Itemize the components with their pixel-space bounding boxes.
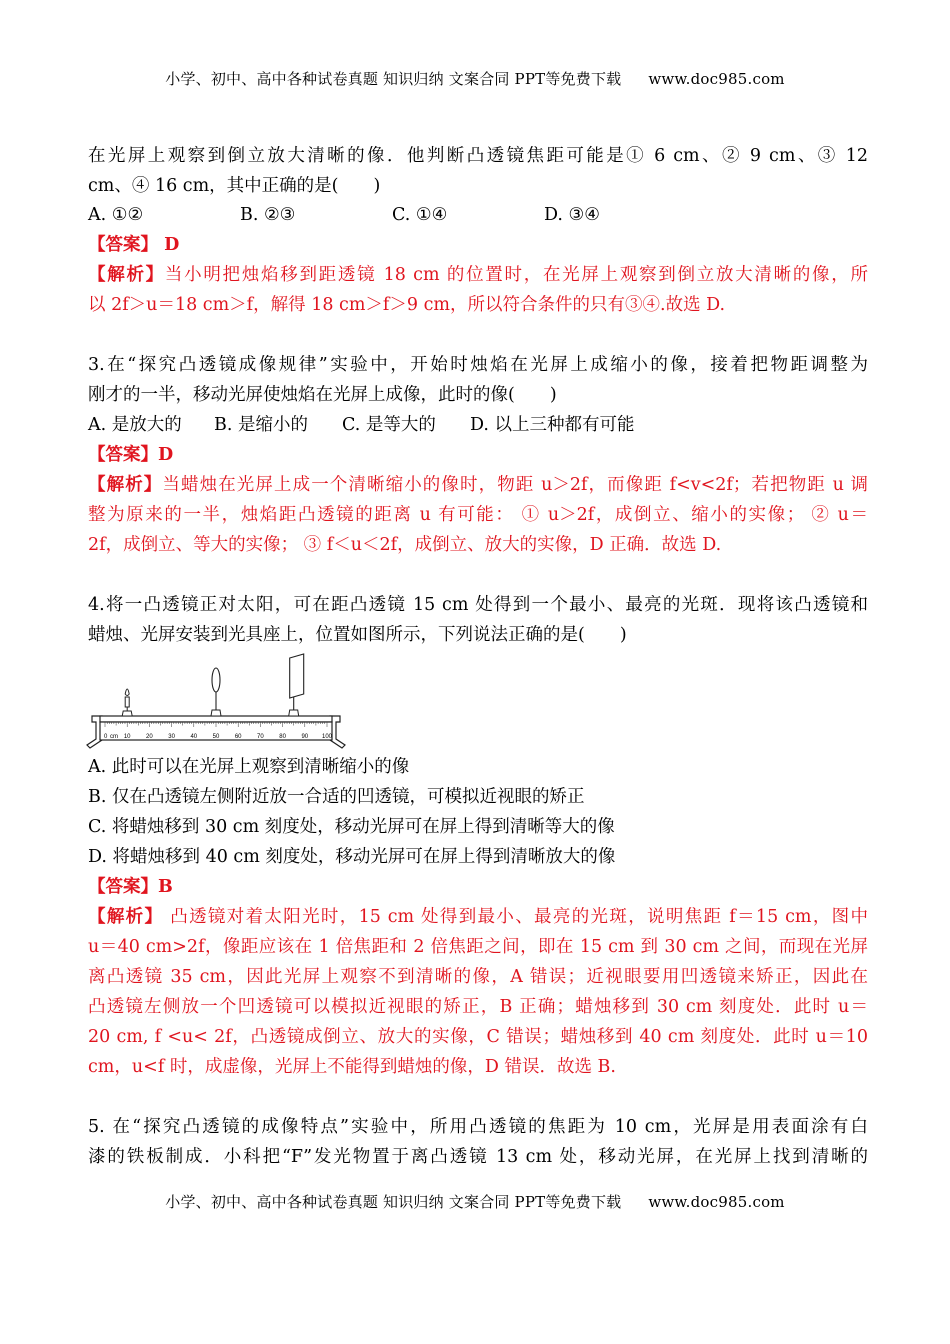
screen-holder: [289, 710, 299, 716]
q3-option-a: A. 是放大的: [88, 415, 182, 435]
q3-analysis-3: 2f，成倒立、等大的实像； ③ f＜u＜2f，成倒立、放大的实像，D 正确．故选 D.: [88, 535, 722, 555]
ruler-tick-label: 30: [168, 734, 175, 740]
header-url[interactable]: www.doc985.com: [648, 70, 785, 88]
candle-body: [125, 697, 129, 707]
analysis-text: 当蜡烛在光屏上成一个清晰缩小的像时，物距 u＞2f，而像距 f<v<2f；若把物距 u 调: [162, 475, 869, 495]
q3-analysis-1: [88, 470, 868, 500]
q4-line-2: 蜡烛、光屏安装到光具座上，位置如图所示，下列说法正确的是( ): [88, 625, 627, 645]
q2-options: [88, 200, 868, 230]
ruler-tick-label: 60: [234, 734, 242, 740]
screen-panel: [290, 654, 304, 698]
q3-answer: [88, 440, 868, 470]
candle: [122, 689, 132, 716]
candle-holder: [122, 711, 132, 716]
answer-tag: 【答案】: [88, 877, 158, 897]
q4-option-d: D. 将蜡烛移到 40 cm 刻度处，移动光屏可在屏上得到清晰放大的像: [88, 847, 616, 867]
ruler-tick-label: 100: [321, 734, 333, 740]
q4-analysis-4: 凸透镜左侧放一个凹透镜可以模拟近视眼的矫正，B 正确；蜡烛移到 30 cm 刻度处．此时 u＝: [88, 997, 868, 1017]
q2-analysis-1: [88, 260, 868, 290]
analysis-text: 当小明把烛焰移到距透镜 18 cm 的位置时，在光屏上观察到倒立放大清晰的像，所: [164, 265, 868, 285]
q4-analysis-2: u＝40 cm>2f，像距应该在 1 倍焦距和 2 倍焦距之间，即在 15 cm 到 30 cm 之间，而现在光屏: [88, 937, 868, 957]
q3-line-1: 3.在“探究凸透镜成像规律”实验中，开始时烛焰在光屏上成缩小的像，接着把物距调整为: [88, 355, 868, 375]
light-screen: [289, 654, 304, 716]
ruler-tick-label: 90: [301, 734, 309, 740]
footer-url[interactable]: www.doc985.com: [648, 1193, 785, 1211]
convex-lens: [211, 668, 221, 716]
q4-option-a: A. 此时可以在光屏上观察到清晰缩小的像: [88, 757, 410, 777]
optical-bench-figure: [86, 650, 346, 750]
answer-value: D: [158, 235, 180, 255]
ruler-tick-label: 20: [146, 734, 153, 740]
ruler-unit: cm: [110, 734, 118, 740]
lens-body: [212, 668, 220, 692]
ruler-tick-label: 80: [279, 734, 286, 740]
q3-option-b: B. 是缩小的: [214, 415, 308, 435]
answer-tag: 【答案】: [88, 235, 158, 255]
ruler-tick-label: 0: [104, 734, 108, 740]
analysis-text: 凸透镜对着太阳光时，15 cm 处得到最小、最亮的光斑，说明焦距 f＝15 cm，图中: [163, 907, 868, 927]
q3-line-2: 刚才的一半，移动光屏使烛焰在光屏上成像，此时的像( ): [88, 385, 557, 405]
q3-analysis-2: 整为原来的一半，烛焰距凸透镜的距离 u 有可能： ① u＞2f，成倒立、缩小的实像； ② u＝: [88, 505, 868, 525]
q2-analysis-2: 以 2f＞u＝18 cm＞f，解得 18 cm＞f＞9 cm，所以符合条件的只有③④.故选 D.: [88, 295, 726, 315]
q4-analysis-5: 20 cm, f <u< 2f，凸透镜成倒立、放大的实像，C 错误；蜡烛移到 40 cm 刻度处．此时 u＝10: [88, 1027, 868, 1047]
q4-option-c: C. 将蜡烛移到 30 cm 刻度处，移动光屏可在屏上得到清晰等大的像: [88, 817, 615, 837]
q2-option-d: D. ③④: [544, 205, 600, 225]
q2-answer: [88, 230, 868, 260]
analysis-tag: 【解析】: [88, 907, 164, 927]
lens-holder: [211, 710, 221, 716]
q4-line-1: 4.将一凸透镜正对太阳，可在距凸透镜 15 cm 处得到一个最小、最亮的光斑．现将该凸透镜和: [88, 595, 868, 615]
answer-value: D: [158, 445, 174, 465]
answer-value: B: [158, 877, 173, 897]
analysis-tag: 【解析】: [88, 475, 163, 495]
q4-analysis-6: cm，u<f 时，成虚像，光屏上不能得到蜡烛的像，D 错误．故选 B.: [88, 1057, 616, 1077]
q3-option-c: C. 是等大的: [342, 415, 436, 435]
q4-option-b: B. 仅在凸透镜左侧附近放一合适的凹透镜，可模拟近视眼的矫正: [88, 787, 585, 807]
answer-tag: 【答案】: [88, 445, 158, 465]
footer-text: 小学、初中、高中各种试卷真题 知识归纳 文案合同 PPT等免费下载: [165, 1193, 622, 1211]
ruler-tick-label: 40: [190, 734, 198, 740]
candle-flame: [125, 689, 129, 696]
q3-option-d: D. 以上三种都有可能: [470, 415, 635, 435]
header-text: 小学、初中、高中各种试卷真题 知识归纳 文案合同 PPT等免费下载: [165, 70, 622, 88]
q4-analysis-1: [88, 902, 868, 932]
q2-line-1: 在光屏上观察到倒立放大清晰的像．他判断凸透镜焦距可能是① 6 cm、② 9 cm、③ 12: [88, 146, 868, 166]
q5-line-1: 5. 在“探究凸透镜的成像特点”实验中，所用凸透镜的焦距为 10 cm，光屏是用表面涂有白: [88, 1117, 868, 1137]
q5-line-2: 漆的铁板制成．小科把“F”发光物置于离凸透镜 13 cm 处，移动光屏，在光屏上找到清晰的: [88, 1147, 868, 1167]
bench-rail: [100, 716, 332, 722]
q3-options: [88, 410, 868, 440]
q2-option-a: A. ①②: [88, 205, 144, 225]
analysis-tag: 【解析】: [88, 265, 165, 285]
ruler-tick-label: 50: [212, 734, 220, 740]
ruler-tick-label: 70: [257, 734, 264, 740]
page-footer: [0, 1191, 950, 1212]
q2-line-2: cm、④ 16 cm，其中正确的是( ): [88, 176, 381, 196]
q4-analysis-3: 离凸透镜 35 cm，因此光屏上观察不到清晰的像，A 错误；近视眼要用凹透镜来矫正，因此在: [88, 967, 868, 987]
q4-answer: [88, 872, 868, 902]
page-header: [0, 68, 950, 89]
q2-option-c: C. ①④: [392, 205, 448, 225]
q2-option-b: B. ②③: [240, 205, 296, 225]
ruler-tick-label: 10: [123, 734, 131, 740]
